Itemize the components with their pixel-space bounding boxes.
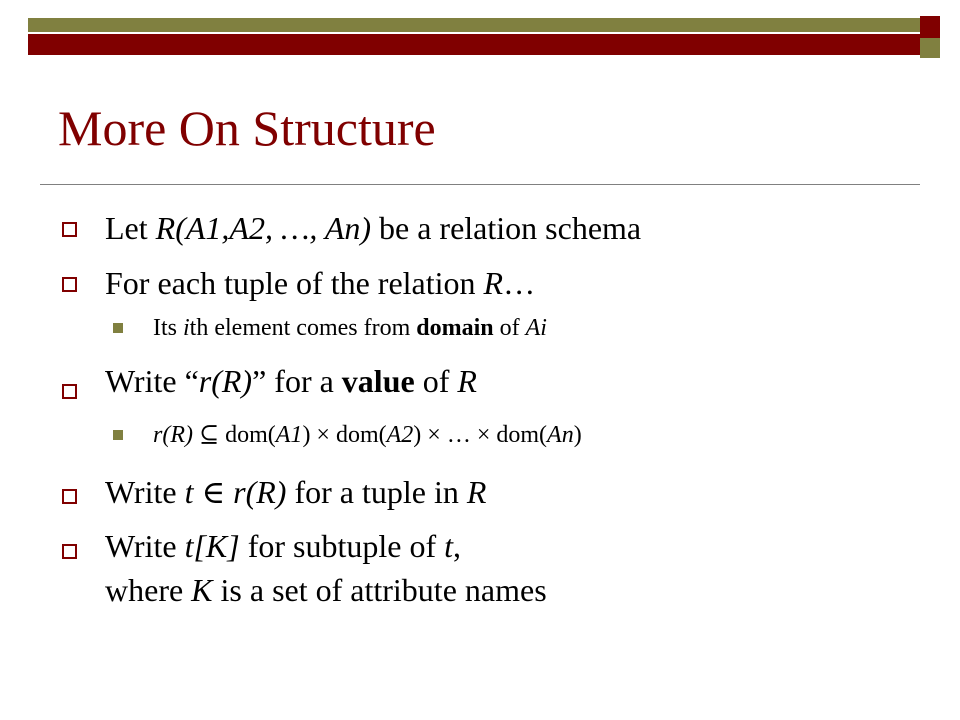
text-segment: Let	[105, 210, 156, 246]
text-segment: ” for a	[252, 363, 342, 399]
hollow-square-bullet-icon	[62, 384, 77, 399]
text-segment: where	[105, 572, 192, 608]
header-bar-red	[28, 34, 940, 55]
header-corner-olive-square	[920, 38, 940, 58]
bullet-text-subtuple	[105, 530, 461, 562]
title-divider	[40, 184, 920, 185]
text-segment: Write	[105, 474, 185, 510]
text-segment-bold: domain	[416, 315, 494, 341]
header-corner-red-square	[920, 16, 940, 36]
header-bar-olive	[28, 18, 940, 32]
text-segment: of	[493, 315, 526, 341]
text-segment: Write	[105, 528, 185, 564]
text-segment-italic: R(A1,A2, …, An)	[155, 210, 372, 246]
text-segment: is a set of attribute names	[212, 572, 547, 608]
bullet-text-relation-schema	[105, 212, 641, 244]
text-segment-italic: t	[444, 528, 453, 564]
text-segment-italic: R	[483, 265, 504, 301]
hollow-square-bullet-icon	[62, 277, 77, 292]
text-segment: for a tuple in	[286, 474, 467, 510]
text-segment: For each tuple of the relation	[105, 265, 484, 301]
text-segment: Its	[153, 315, 183, 341]
text-segment-italic: r(R)	[198, 363, 253, 399]
hollow-square-bullet-icon	[62, 222, 77, 237]
filled-square-bullet-icon	[113, 430, 123, 440]
text-segment: ,	[453, 528, 461, 564]
hollow-square-bullet-icon	[62, 544, 77, 559]
text-segment-italic: An	[547, 422, 574, 448]
text-segment: be a relation schema	[371, 210, 642, 246]
text-segment-italic: A2	[386, 422, 414, 448]
text-segment: ) × dom(	[302, 422, 387, 448]
text-segment-italic: t	[184, 474, 194, 510]
text-segment-italic: A1	[275, 422, 303, 448]
subbullet-text-ith-element	[153, 316, 547, 340]
text-segment-italic: r(R)	[153, 422, 193, 448]
text-segment-italic: r(R)	[233, 474, 287, 510]
text-segment-italic: t[K]	[184, 528, 240, 564]
text-segment: ) × … × dom(	[413, 422, 548, 448]
text-segment: ∈	[193, 474, 234, 510]
text-segment: Write “	[105, 363, 199, 399]
text-segment: of	[414, 363, 458, 399]
text-segment: th element comes from	[189, 315, 417, 341]
filled-square-bullet-icon	[113, 323, 123, 333]
bullet-text-subtuple-continuation	[105, 574, 547, 606]
text-segment-italic: K	[191, 572, 213, 608]
bullet-text-write-r-of-R	[105, 365, 477, 397]
bullet-text-tuple-in-R	[105, 476, 486, 508]
subbullet-text-domain-product	[153, 423, 582, 447]
bullet-text-each-tuple	[105, 267, 535, 299]
text-segment-italic: R	[466, 474, 487, 510]
hollow-square-bullet-icon	[62, 489, 77, 504]
text-segment: ⊆ dom(	[192, 422, 276, 448]
text-segment-italic: i	[183, 315, 190, 341]
text-segment: for subtuple of	[239, 528, 445, 564]
text-segment-italic: Ai	[525, 315, 547, 341]
text-segment: )	[573, 422, 582, 448]
text-segment-bold: value	[341, 363, 415, 399]
text-segment: …	[503, 265, 536, 301]
slide-title: More On Structure	[58, 100, 436, 156]
text-segment-italic: R	[457, 363, 477, 399]
